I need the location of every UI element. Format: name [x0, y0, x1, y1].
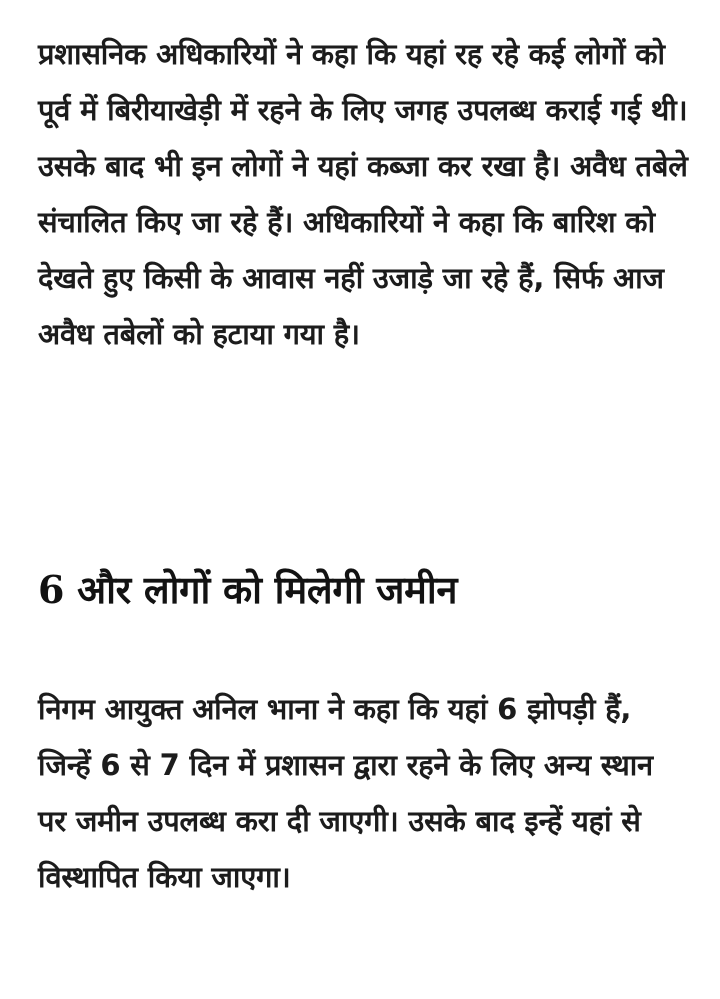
article-paragraph: निगम आयुक्त अनिल भाना ने कहा कि यहां 6 झोपड़ी हैं, जिन्हें 6 से 7 दिन में प्रशासन द्वारा रहने के लिए अन्य स्थान पर जमीन उपलब्ध करा दी जाएगी। उसके बाद इन्हें यहां से विस्थापित किया जाएगा। — [38, 692, 653, 894]
article-paragraph: प्रशासनिक अधिकारियों ने कहा कि यहां रह रहे कई लोगों को पूर्व में बिरीयाखेड़ी में रहने के लिए जगह उपलब्ध कराई गई थी।उसके बाद भी इन लोगों ने यहां कब्जा कर रखा है। अवैध तबेले संचालित किए जा रहे हैं। अधिकारियों ने कहा कि बारिश को देखते हुए किसी के आवास नहीं उजाड़े जा रहे हैं, सिर्फ आज अवैध तबेलों को हटाया गया है। — [38, 37, 688, 351]
section-heading: 6 और लोगों को मिलेगी जमीन — [38, 567, 458, 612]
